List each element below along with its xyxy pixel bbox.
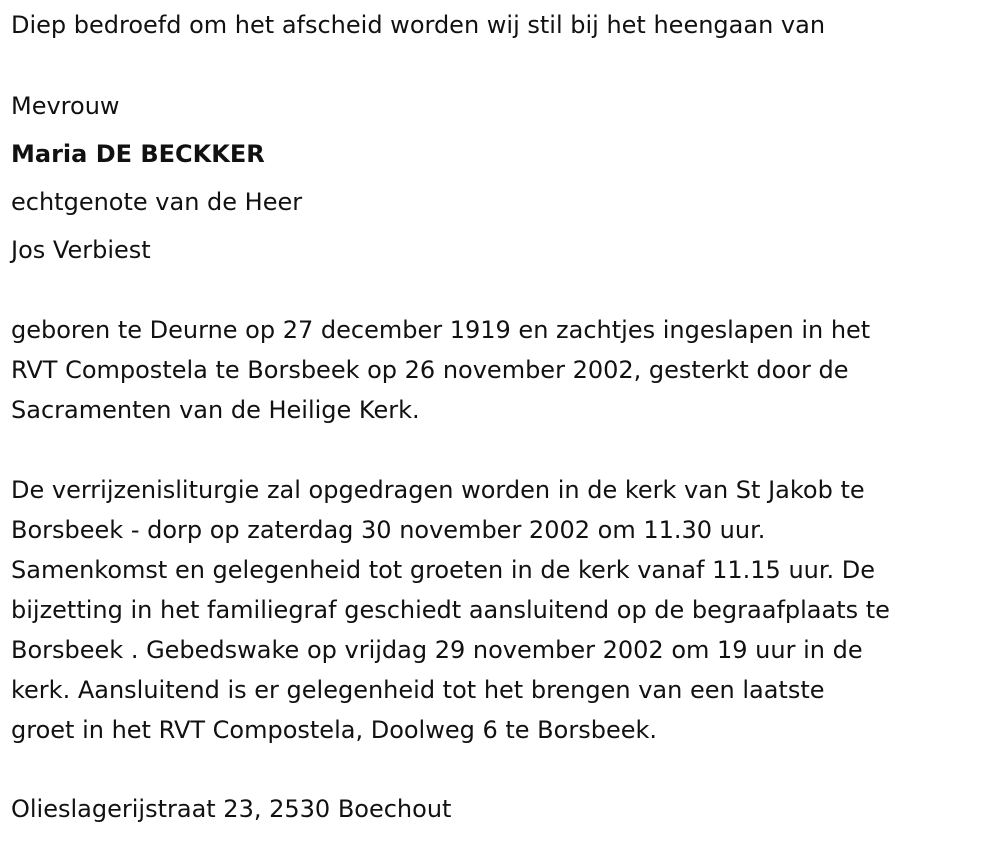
birth-paragraph-line: Sacramenten van de Heilige Kerk. — [11, 396, 420, 424]
birth-paragraph-line: geboren te Deurne op 27 december 1919 en zachtjes ingeslapen in het — [11, 316, 871, 344]
service-paragraph-line: groet in het RVT Compostela, Doolweg 6 te Borsbeek. — [11, 716, 657, 744]
service-paragraph-line: Samenkomst en gelegenheid tot groeten in de kerk vanaf 11.15 uur. De — [11, 556, 876, 584]
salutation-text: Mevrouw — [11, 92, 120, 120]
service-paragraph-line: bijzetting in het familiegraf geschiedt aansluitend op de begraafplaats te — [11, 596, 890, 624]
address-text: Olieslagerijstraat 23, 2530 Boechout — [11, 795, 452, 823]
service-paragraph-line: De verrijzenisliturgie zal opgedragen worden in de kerk van St Jakob te — [11, 476, 865, 504]
service-paragraph-line: Borsbeek . Gebedswake op vrijdag 29 november 2002 om 19 uur in de — [11, 636, 863, 664]
service-paragraph-line: kerk. Aansluitend is er gelegenheid tot het brengen van een laatste — [11, 676, 825, 704]
spouse-name: Jos Verbiest — [11, 236, 151, 264]
birth-paragraph-line: RVT Compostela te Borsbeek op 26 november 2002, gesterkt door de — [11, 356, 849, 384]
service-paragraph-line: Borsbeek - dorp op zaterdag 30 november 2002 om 11.30 uur. — [11, 516, 766, 544]
deceased-name: Maria DE BECKKER — [11, 140, 265, 168]
relation-text: echtgenote van de Heer — [11, 188, 303, 216]
intro-text: Diep bedroefd om het afscheid worden wij stil bij het heengaan van — [11, 11, 826, 39]
